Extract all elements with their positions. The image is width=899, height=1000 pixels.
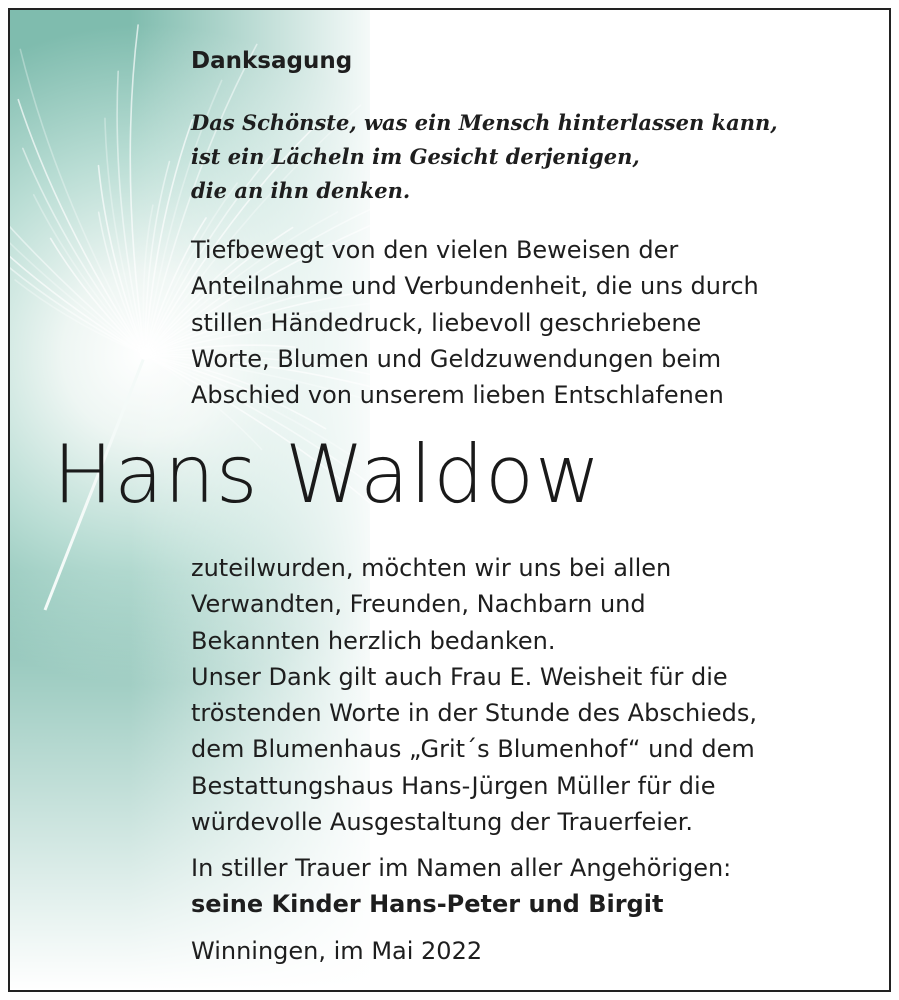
paragraph-line: tröstenden Worte in der Stunde des Abschieds, <box>191 699 758 728</box>
quote-line: die an ihn denken. <box>191 178 411 203</box>
paragraph-line: zuteilwurden, möchten wir uns bei allen <box>191 554 672 582</box>
quote-line: Das Schönste, was ein Mensch hinterlassen kann, <box>191 110 778 135</box>
paragraph-line: Unser Dank gilt auch Frau E. Weisheit für die <box>191 662 728 691</box>
quote <box>191 106 778 208</box>
place-date: Winningen, im Mai 2022 <box>191 937 483 965</box>
paragraph-line: Tiefbewegt von den vielen Beweisen der <box>191 236 679 264</box>
paragraph-line: Verwandten, Freunden, Nachbarn und <box>191 590 646 619</box>
signatories: seine Kinder Hans-Peter und Birgit <box>191 890 664 918</box>
thanks-paragraph <box>191 550 757 840</box>
paragraph-line: Bekannten herzlich bedanken. <box>191 626 556 655</box>
quote-line: ist ein Lächeln im Gesicht derjenigen, <box>191 144 640 169</box>
paragraph-line: Abschied von unserem lieben Entschlafenen <box>191 381 724 410</box>
paragraph-line: Bestattungshaus Hans-Jürgen Müller für die <box>191 771 716 800</box>
heading: Danksagung <box>191 48 353 74</box>
intro-paragraph <box>191 232 759 413</box>
deceased-name: Hans Waldow <box>53 428 602 521</box>
paragraph-line: stillen Händedruck, liebevoll geschriebene <box>191 308 702 337</box>
paragraph-line: Anteilnahme und Verbundenheit, die uns durch <box>191 272 759 301</box>
paragraph-line: Worte, Blumen und Geldzuwendungen beim <box>191 344 722 373</box>
mourning-block <box>191 850 731 922</box>
obituary-card <box>8 8 891 992</box>
paragraph-line: dem Blumenhaus „Grit´s Blumenhof“ und dem <box>191 735 755 764</box>
paragraph-line: würdevolle Ausgestaltung der Trauerfeier. <box>191 808 694 837</box>
mourning-line: In stiller Trauer im Namen aller Angehörigen: <box>191 854 732 882</box>
